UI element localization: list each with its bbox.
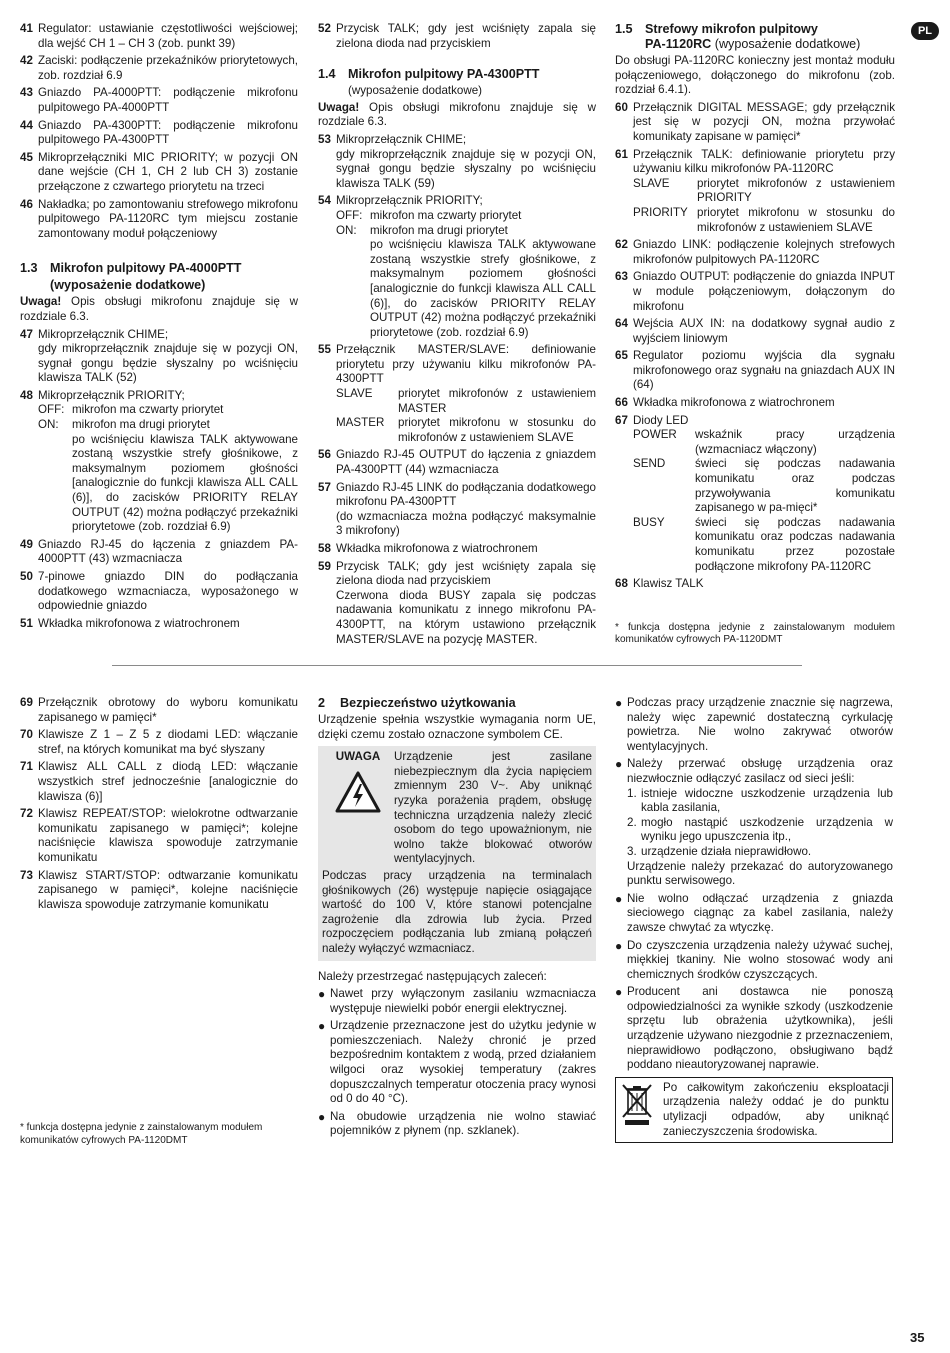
intro-paragraph: Urządzenie spełnia wszystkie wymagania norm UE, dzięki czemu zostało oznaczone symbolem CE. <box>318 713 596 741</box>
list-item-72 <box>20 807 298 865</box>
option-value: mikrofon ma drugi priorytet <box>72 418 210 432</box>
item-number: 41 <box>20 22 33 35</box>
item-text: Wkładka mikrofonowa z wiatrochronem <box>633 396 835 410</box>
item-text: Mikroprzełącznik PRIORITY; <box>336 194 483 208</box>
note-text: Opis obsługi mikrofonu znajduje się w rozdziale 6.3. <box>318 100 596 129</box>
option-key: SLAVE <box>633 176 670 190</box>
list-text: urządzenie działa nieprawidłowo. <box>641 844 812 858</box>
item-text: Gniazdo PA-4300PTT: podłączenie mikrofonu pulpitowego PA-4300PTT <box>38 118 298 147</box>
option-value: mikrofon ma czwarty priorytet <box>370 208 522 222</box>
bullet-item <box>615 757 893 786</box>
talk-options <box>615 177 895 235</box>
item-text-detail: gdy mikroprzełącznik znajduje się w pozycji ON, sygnał gongu będzie słyszalny po wciśnięciu klawisza TALK (59) <box>336 147 596 190</box>
list-item-41 <box>20 22 298 51</box>
priority-options <box>20 403 298 534</box>
bullet-dot-icon: ● <box>318 1019 326 1034</box>
item-number: 46 <box>20 197 33 211</box>
note-label: Uwaga! <box>318 100 360 114</box>
item-number: 51 <box>20 616 33 630</box>
column-1-top <box>20 22 298 634</box>
bullet-text: Na obudowie urządzenia nie wolno stawiać pojemników z płynem (np. szklanek). <box>330 1109 596 1138</box>
option-value: wskaźnik pracy urządzenia (wzmacniacz włączony) <box>695 428 895 456</box>
crossed-bin-icon <box>619 1081 655 1127</box>
list-item-66 <box>615 396 895 411</box>
led-options <box>615 428 895 574</box>
option-key: SEND <box>633 457 666 471</box>
list-item-71 <box>20 760 298 804</box>
section-title: Mikrofon pulpitowy PA-4300PTT <box>348 67 540 82</box>
bullet-item <box>615 939 893 983</box>
item-number: 72 <box>20 807 33 821</box>
list-item-44 <box>20 119 298 148</box>
item-text: 7-pinowe gniazdo DIN do podłączania dodatkowego wzmacniacza, wyposażonego w odpowiednie gniazdo <box>38 570 298 613</box>
note-text: Opis obsługi mikrofonu znajduje się w rozdziale 6.3. <box>20 295 298 323</box>
bullet-dot-icon: ● <box>615 891 623 906</box>
list-item-54 <box>318 194 596 209</box>
list-item-61 <box>615 148 895 177</box>
option-value: priorytet mikrofonu w stosunku do mikrofonów z ustawieniem SLAVE <box>697 205 895 234</box>
option-value: priorytet mikrofonów z ustawieniem MASTER <box>398 387 596 415</box>
list-item-59 <box>318 560 596 648</box>
list-item-67 <box>615 414 895 429</box>
list-marker: 1. <box>627 786 637 800</box>
item-number: 42 <box>20 54 33 68</box>
list-item-57 <box>318 481 596 539</box>
warning-box <box>318 746 596 960</box>
item-text: Gniazdo RJ-45 do łączenia z gniazdem PA-4000PTT (43) wzmacniacza <box>38 537 298 566</box>
item-text: Gniazdo RJ-45 LINK do podłączania dodatkowego mikrofonu PA-4300PTT <box>336 480 596 509</box>
footnote-bottom: * funkcja dostępna jedynie z zainstalowanym modułem komunikatów cyfrowych PA-1120DMT <box>20 1122 263 1146</box>
item-number: 65 <box>615 349 628 363</box>
list-text: mogło nastąpić uszkodzenie urządzenia w wyniku jego upuszczenia itp., <box>641 815 893 844</box>
item-number: 48 <box>20 388 33 402</box>
option-value: mikrofon ma drugi priorytet <box>370 223 508 237</box>
list-marker: 3. <box>627 844 637 858</box>
bullet-item <box>615 892 893 936</box>
section-1-3-heading <box>20 261 298 276</box>
language-badge: PL <box>911 22 939 40</box>
item-number: 52 <box>318 22 331 35</box>
section-divider <box>112 665 802 666</box>
list-item-64 <box>615 317 895 346</box>
high-voltage-icon <box>335 771 381 813</box>
note-label: Uwaga! <box>20 295 62 309</box>
warning-text: Urządzenie jest zasilane niebezpiecznym dla życia napięciem zmiennym 230 V~. Aby uniknąć ryzyka porażenia prądem, obsługę techniczna urządzenia należy zlecić osobom do tego upoważnionym, nie wolno także blokować otworów wentylacyjnych. <box>394 750 592 866</box>
bullet-dot-icon: ● <box>615 757 623 772</box>
list-item-69 <box>20 696 298 725</box>
option-detail: po wciśnięciu klawisza TALK aktywowane zostaną wszystkie strefy głośnikowe, z maksymalnym poziomem głośności [analogicznie do funkcji klawisza ALL CALL (6)], do zacisków PRIORITY RELAY OUTPUT (42) można podłączyć przekaźniki priorytetowe (zob. rozdział 6.9) <box>370 238 596 339</box>
bullet-dot-icon: ● <box>615 696 623 710</box>
section-1-4-heading <box>318 67 596 82</box>
item-text-detail: (do wzmacniacza można podłączyć maksymalnie 3 mikrofony) <box>336 509 596 538</box>
bullet-dot-icon: ● <box>318 987 326 1002</box>
item-number: 73 <box>20 868 33 882</box>
option-key: OFF: <box>38 403 65 417</box>
section-number: 1.4 <box>318 67 336 82</box>
item-text: Przełącznik MASTER/SLAVE: definiowanie priorytetu przy używaniu kilku mikrofonów PA-4300PTT <box>336 343 596 386</box>
list-item-46 <box>20 198 298 242</box>
page-number: 35 <box>910 1330 925 1345</box>
item-number: 55 <box>318 343 331 357</box>
item-list-41-46 <box>20 22 298 241</box>
option-key: ON: <box>336 223 357 237</box>
list-item-56 <box>318 448 596 477</box>
item-text: Klawisz REPEAT/STOP: wielokrotne odtwarzanie komunikatu zapisanego w pamięci*; kolejne naciśnięcie klawisza spowoduje zatrzymanie komunikatu <box>38 807 298 864</box>
option-key: MASTER <box>336 416 385 430</box>
item-number: 64 <box>615 317 628 331</box>
bullet-text: Podczas pracy urządzenie znacznie się nagrzewa, należy więc zapewnić dostateczną cyrkulację powietrza. Nie wolno zakrywać otworów wentylacyjnych. <box>627 696 893 753</box>
item-text: Regulator poziomu wyjścia dla sygnału mikrofonowego oraz sygnału na gniazdach AUX IN (64) <box>633 349 895 392</box>
list-item-63 <box>615 270 895 314</box>
option-value: priorytet mikrofonów z ustawieniem PRIORITY <box>697 176 895 205</box>
intro-paragraph: Do obsługi PA-1120RC konieczny jest montaż modułu połączeniowego, dołączonego do mikrofonu (zob. rozdział 6.4.1). <box>615 54 895 97</box>
item-number: 57 <box>318 480 331 494</box>
bullet-text: Do czyszczenia urządzenia należy używać suchej, miękkiej tkaniny. Nie wolno stosować wody ani chemicznych środków czyszczących. <box>627 938 893 981</box>
disposal-text: Po całkowitym zakończeniu eksploatacji urządzenia należy oddać je do punktu utylizacji odpadów, aby uniknąć zanieczyszczenia środowiska. <box>663 1080 889 1138</box>
option-key: SLAVE <box>336 387 373 401</box>
item-text: Przełącznik TALK: definiowanie priorytetu przy używaniu kilku mikrofonów PA-1120RC <box>633 147 895 176</box>
bullet-dot-icon: ● <box>615 985 623 1000</box>
column-2-top <box>318 22 596 650</box>
item-text: Mikroprzełącznik CHIME; <box>38 327 169 341</box>
list-item-50 <box>20 570 298 614</box>
list-item-51 <box>20 617 298 632</box>
list-followup: Urządzenie należy przekazać do autoryzowanego punktu serwisowego. <box>627 859 893 888</box>
section-title: Strefowy mikrofon pulpitowy <box>645 22 818 36</box>
option-value: mikrofon ma czwarty priorytet <box>72 403 224 417</box>
column-1-bottom <box>20 696 298 915</box>
priority-options <box>318 209 596 340</box>
bullet-text: Urządzenie przeznaczone jest do użytku jedynie w pomieszczeniach. Należy chronić je przed bezpośrednim kontaktem z wodą, przed działaniem wilgoci oraz wysokiej temperatury (zakres dopuszczalnych temperatur otoczenia pracy wynosi od 0 do 40 °C). <box>330 1019 596 1106</box>
item-number: 66 <box>615 396 628 410</box>
column-3-top <box>615 22 895 647</box>
bullet-text: Nie wolno odłączać urządzenia z gniazda sieciowego ciągnąc za kabel zasilania, należy zawsze chwytać za wtyczkę. <box>627 891 893 934</box>
item-text: Klawisz ALL CALL z diodą LED: włączanie wszystkich stref jednocześnie [analogicznie do klawisza (6)] <box>38 760 298 803</box>
item-text: Przełącznik DIGITAL MESSAGE; gdy przełącznik jest się w pozycji ON, można przywołać komunikaty zapisane w pamięci* <box>633 100 895 143</box>
item-text: Zaciski: podłączenie przekaźników priorytetowych, zob. rozdział 6.9 <box>38 54 298 82</box>
list-item-49 <box>20 538 298 567</box>
list-item-55 <box>318 343 596 387</box>
warning-title: UWAGA <box>335 750 381 764</box>
item-number: 63 <box>615 270 628 284</box>
warning-text-2: Podczas pracy urządzenia na terminalach głośnikowych (26) występuje napięcie osiągające wartość do 100 V, które stanowi potencjalne zagrożenie dla zdrowia lub życia. Przed rozpoczęciem podłączania lub zmianą połączeń należy wyłączyć wzmacniacz. <box>322 868 592 955</box>
list-item-62 <box>615 238 895 267</box>
option-detail: po wciśnięciu klawisza TALK aktywowane zostaną wszystkie strefy głośnikowe, z maksymalnym poziomem głośności [analogicznie do funkcji klawisza ALL CALL (6)], do zacisków PRIORITY RELAY OUTPUT (42) można podłączyć przekaźniki priorytetowe (zob. rozdział 6.9) <box>72 432 298 534</box>
item-text: Diody LED <box>633 413 689 427</box>
item-text: Przełącznik obrotowy do wyboru komunikatu zapisanego w pamięci* <box>38 696 298 724</box>
section-number: 1.5 <box>615 22 633 36</box>
option-value: świeci się podczas nadawania komunikatu oraz podczas przywoływania komunikatu zapisanego w pa-mięci* <box>695 457 895 515</box>
item-number: 67 <box>615 413 628 427</box>
list-item-47 <box>20 328 298 386</box>
item-number: 69 <box>20 696 33 709</box>
item-number: 70 <box>20 728 33 742</box>
section-title: Mikrofon pulpitowy PA-4000PTT <box>50 261 242 276</box>
option-value: priorytet mikrofonu w stosunku do mikrofonów z ustawieniem SLAVE <box>398 416 596 444</box>
item-text-detail: gdy mikroprzełącznik znajduje się w pozycji ON, sygnał gongu będzie słyszalny po wciśnięciu klawisza TALK (52) <box>38 342 298 385</box>
section-subtitle: (wyposażenie dodatkowe) <box>50 278 206 293</box>
item-text: Mikroprzełącznik CHIME; <box>336 132 467 146</box>
item-text: Regulator: ustawianie częstotliwości wejściowej; dla wejść CH 1 – CH 3 (zob. punkt 39) <box>38 22 298 50</box>
option-key: ON: <box>38 418 59 432</box>
item-number: 53 <box>318 132 331 146</box>
column-2-bottom <box>318 696 596 1142</box>
section-subtitle <box>615 37 895 52</box>
item-text-detail: Czerwona dioda BUSY zapala się podczas nadawania komunikatu z innego mikrofonu PA-4300PTT, na którym ustawiono przełącznik MASTER/SLAVE na pozycję MASTER. <box>336 588 596 646</box>
item-number: 44 <box>20 118 33 132</box>
item-number: 50 <box>20 570 33 583</box>
list-text: istnieje widoczne uszkodzenie urządzenia lub kabla zasilania, <box>641 786 893 815</box>
list-item-48 <box>20 389 298 404</box>
recommendations-intro: Należy przestrzegać następujących zaleceń: <box>318 969 547 983</box>
item-number: 59 <box>318 559 331 573</box>
item-text: Przycisk TALK; gdy jest wciśnięty zapala się zielona dioda nad przyciskiem <box>336 22 596 50</box>
list-item-42 <box>20 54 298 83</box>
section-number: 1.3 <box>20 261 38 276</box>
item-number: 68 <box>615 577 628 591</box>
option-key: OFF: <box>336 208 363 222</box>
item-text: Wejścia AUX IN: na dodatkowy sygnał audio z wyjściem liniowym <box>633 317 895 345</box>
item-text: Przycisk TALK; gdy jest wciśnięty zapala się zielona dioda nad przyciskiem <box>336 559 596 588</box>
list-item-73 <box>20 869 298 913</box>
bullet-item <box>615 696 893 754</box>
item-text: Wkładka mikrofonowa z wiatrochronem <box>38 616 240 630</box>
section-title: Bezpieczeństwo użytkowania <box>340 696 516 710</box>
note <box>318 101 596 130</box>
list-item-68 <box>615 577 895 592</box>
item-text: Nakładka; po zamontowaniu strefowego mikrofonu pulpitowego PA-1120RC tym miejscu zostanie zamontowany moduł połączeniowy <box>38 197 298 240</box>
list-item-53 <box>318 133 596 191</box>
item-text: Mikroprzełączniki MIC PRIORITY; w pozycji ON dane wejście (CH 1, CH 2 lub CH 3) zostanie przełączone z czwartego priorytetu na trzeci <box>38 150 298 193</box>
option-value: świeci się podczas nadawania komunikatu oraz podczas nadawania komunikatu przez pozostałe podłączone mikrofony PA-1120RC <box>695 515 895 573</box>
item-text: Klawisze Z 1 – Z 5 z diodami LED: włączanie stref, na których komunikat ma być słyszany <box>38 728 298 756</box>
item-text: Gniazdo PA-4000PTT: podłączenie mikrofonu pulpitowego PA-4000PTT <box>38 86 298 114</box>
list-item-45 <box>20 151 298 195</box>
disposal-notice <box>615 1077 893 1143</box>
ordered-list <box>615 787 893 889</box>
list-item-65 <box>615 349 895 393</box>
item-text: Gniazdo LINK: podłączenie kolejnych strefowych mikrofonów pulpitowych PA-1120RC <box>633 238 895 266</box>
item-text: Klawisz START/STOP: odtwarzanie komunikatu zapisanego w pamięci*, kolejne naciśnięcie klawisza spowoduje zatrzymanie komunikatu <box>38 868 298 911</box>
subtitle-suffix: (wyposażenie dodatkowe) <box>711 37 861 51</box>
section-1-5-heading <box>615 22 895 37</box>
item-number: 62 <box>615 238 628 252</box>
option-key: BUSY <box>633 515 665 529</box>
item-text: Mikroprzełącznik PRIORITY; <box>38 388 185 402</box>
bullet-text: Nawet przy wyłączonym zasilaniu wzmacniacza występuje niewielki pobór energii elektrycznej. <box>330 987 596 1015</box>
item-text: Klawisz TALK <box>633 577 704 591</box>
section-2-heading <box>318 696 596 711</box>
bullet-dot-icon: ● <box>615 938 623 953</box>
bullet-item <box>318 1110 596 1139</box>
item-number: 60 <box>615 100 628 114</box>
item-number: 49 <box>20 537 33 551</box>
column-3-bottom <box>615 696 893 1143</box>
list-item-70 <box>20 728 298 757</box>
list-item-60 <box>615 101 895 145</box>
note <box>20 295 298 324</box>
list-item-43 <box>20 86 298 115</box>
section-subtitle: (wyposażenie dodatkowe) <box>348 84 483 98</box>
bullet-text: Należy przerwać obsługę urządzenia oraz niezwłocznie odłączyć zasilacz od sieci jeśli: <box>627 757 893 785</box>
item-number: 43 <box>20 86 33 100</box>
bullet-item <box>318 987 596 1016</box>
option-key: POWER <box>633 428 677 442</box>
option-key: PRIORITY <box>633 205 688 219</box>
master-slave-options <box>318 387 596 445</box>
item-text: Wkładka mikrofonowa z wiatrochronem <box>336 542 538 555</box>
model-name: PA-1120RC <box>645 37 712 51</box>
item-number: 71 <box>20 760 33 774</box>
bullet-item <box>615 985 893 1073</box>
footnote: * funkcja dostępna jedynie z zainstalowanym modułem komunikatów cyfrowych PA-1120DMT <box>615 621 895 646</box>
item-number: 56 <box>318 448 331 462</box>
item-number: 54 <box>318 194 331 208</box>
list-item-52 <box>318 22 596 51</box>
list-marker: 2. <box>627 815 637 829</box>
item-number: 45 <box>20 150 33 164</box>
bullet-text: Producent ani dostawca nie ponoszą odpowiedzialności za wynikłe szkody (uszkodzenie sprzętu lub obrażenia użytkownika), jeśli urządzenie używano niezgodnie z przeznaczeniem, nieprawidłowo podłączono, obsługiwano bądź poddano nieautoryzowanej naprawie. <box>627 985 893 1072</box>
section-number: 2 <box>318 696 326 710</box>
bullet-item <box>318 1019 596 1107</box>
item-text: Gniazdo RJ-45 OUTPUT do łączenia z gniazdem PA-4300PTT (44) wzmacniacza <box>336 448 596 477</box>
item-text: Gniazdo OUTPUT: podłączenie do gniazda INPUT w module połączeniowym, dołączonym do mikrofonu <box>633 270 895 313</box>
list-item-58 <box>318 542 596 557</box>
item-number: 47 <box>20 327 33 341</box>
item-number: 61 <box>615 147 628 161</box>
item-number: 58 <box>318 542 331 555</box>
bullet-dot-icon: ● <box>318 1109 326 1124</box>
